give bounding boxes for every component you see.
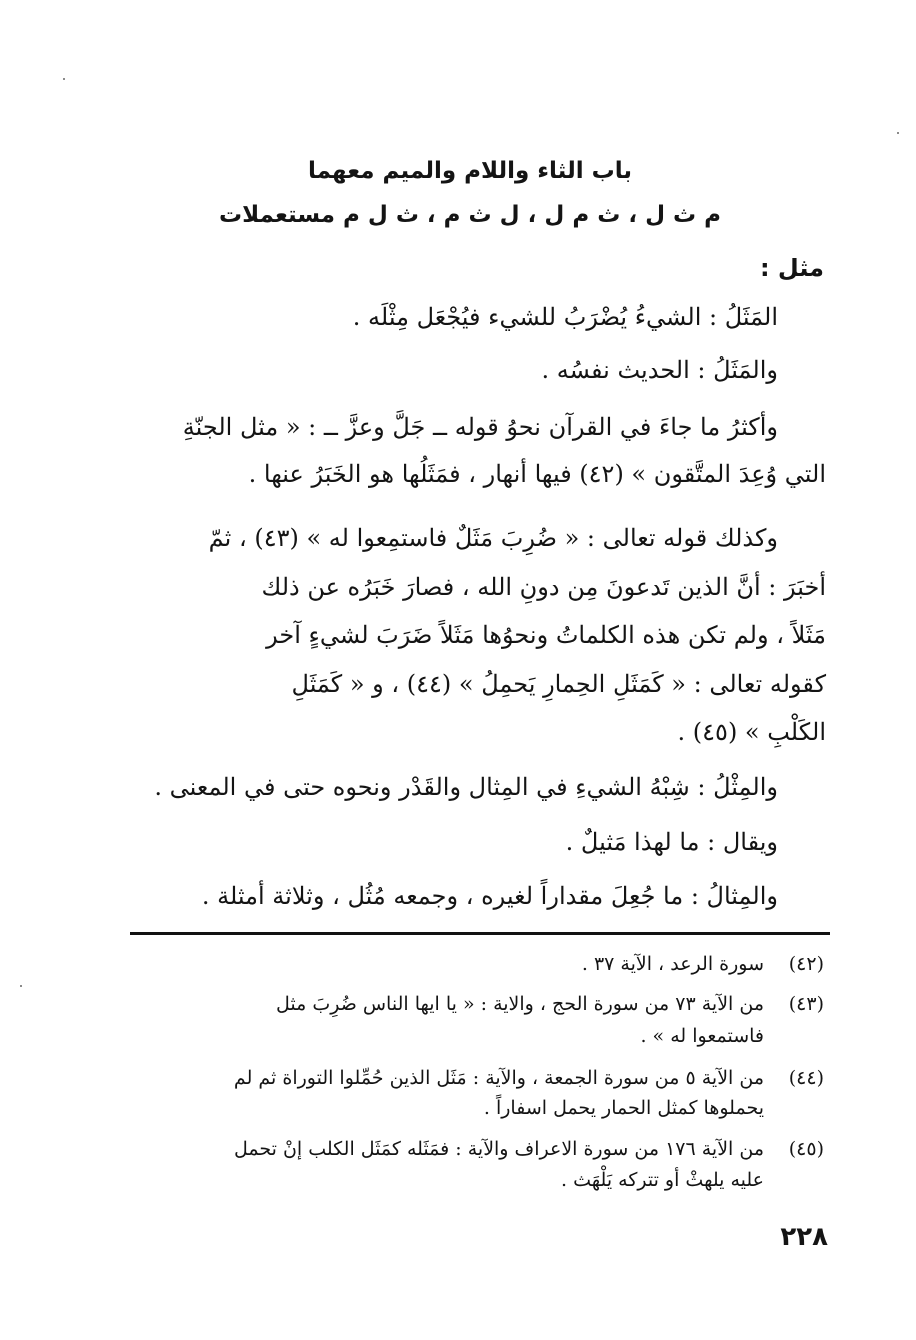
body-line: مَثَلاً ، ولم تكن هذه الكلماتُ ونحوُها مَثَلاً ضَرَبَ لشيءٍ آخر (266, 621, 826, 649)
body-line: والمِثْلُ : شِبْهُ الشيءِ في المِثال والقَدْر ونحوه حتى في المعنى . (154, 773, 778, 801)
page-number: ٢٢٨ (780, 1222, 828, 1252)
footnote-text: يحملوها كمثل الحمار يحمل اسفاراً . (483, 1097, 764, 1119)
body-line: ويقال : ما لهذا مَثيلٌ . (565, 828, 778, 856)
body-line: والمِثالُ : ما جُعِلَ مقداراً لغيره ، وجمعه مُثُل ، وثلاثة أمثلة . (201, 882, 778, 910)
footnote-number: (٤٥) (788, 1138, 824, 1160)
root-permutations: م ث ل ، ث م ل ، ل ث م ، ث ل م مستعملات (218, 202, 722, 228)
body-line: كقوله تعالى : « كَمَثَلِ الحِمارِ يَحمِلُ » (٤٤) ، و « كَمَثَلِ (291, 670, 826, 698)
entry-headword: مثل : (759, 254, 824, 282)
footnote-separator (130, 932, 830, 935)
body-line: الكَلْبِ » (٤٥) . (677, 718, 826, 746)
footnote-number: (٤٤) (788, 1067, 824, 1089)
footnote-text: من الآية ٥ من سورة الجمعة ، والآية : مَثَل الذين حُمِّلوا التوراة ثم لم (233, 1067, 764, 1089)
body-line: وأكثرُ ما جاءَ في القرآن نحوُ قوله ــ جَلَّ وعزَّ ــ : « مثل الجنّةِ (182, 413, 778, 441)
scan-speck (897, 132, 899, 134)
scan-speck (20, 985, 22, 987)
footnote-text: من الآية ٧٣ من سورة الحج ، والاية : « يا ايها الناس ضُرِبَ مثل (275, 993, 764, 1015)
body-line: وكذلك قوله تعالى : « ضُرِبَ مَثَلٌ فاستمِعوا له » (٤٣) ، ثمّ (208, 524, 778, 552)
footnote-text: سورة الرعد ، الآية ٣٧ . (581, 953, 764, 975)
body-line: المَثَلُ : الشيءُ يُضْرَبُ للشيء فيُجْعَل مِثْلَه . (352, 303, 778, 331)
scan-speck (63, 78, 65, 80)
body-line: والمَثَلُ : الحديث نفسُه . (541, 356, 778, 384)
body-line: أخبَرَ : أنَّ الذين تَدعونَ مِن دونِ الله ، فصارَ خَبَرُه عن ذلك (261, 573, 826, 601)
footnote-text: من الآية ١٧٦ من سورة الاعراف والآية : فمَثَله كمَثَل الكلب إنْ تحمل (233, 1138, 764, 1160)
footnote-number: (٤٢) (788, 953, 824, 975)
footnote-text: عليه يلهثْ أو تتركه يَلْهَث . (561, 1169, 764, 1191)
chapter-title: باب الثاء واللام والميم معهما (308, 158, 632, 184)
body-line: التي وُعِدَ المتَّقون » (٤٢) فيها أنهار ، فمَثَلُها هو الخَبَرُ عنها . (248, 460, 826, 488)
footnote-number: (٤٣) (788, 993, 824, 1015)
footnote-text: فاستمعوا له » . (640, 1025, 764, 1047)
